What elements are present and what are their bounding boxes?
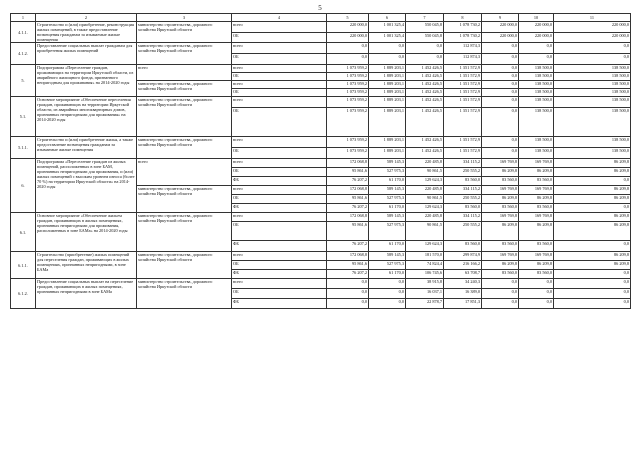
amount-cell: 589 145,3	[369, 159, 406, 168]
amount-cell: 0,0	[554, 177, 631, 186]
amount-cell: 83 560,0	[519, 177, 554, 186]
amount-cell: 0,0	[327, 43, 369, 54]
amount-cell: 61 170,0	[369, 177, 406, 186]
amount-cell: 34 240,3	[444, 279, 482, 289]
funding-source: ФБ	[232, 177, 327, 186]
amount-cell: 1 351 572,9	[444, 97, 482, 108]
amount-cell: 86 209,8	[554, 261, 631, 270]
item-name: Предоставление социальных выплат гражданам для приобретения жилых помещений	[36, 43, 137, 65]
funding-source: ФБ	[232, 270, 327, 279]
amount-cell: 1 452 426,5	[406, 81, 444, 89]
amount-cell: 0,0	[369, 43, 406, 54]
amount-cell: 138 500,0	[554, 108, 631, 137]
amount-cell: 86 209,8	[519, 195, 554, 204]
amount-cell: 1 351 572,9	[444, 137, 482, 148]
amount-cell: 138 500,0	[519, 148, 554, 159]
executor: министерство строительства, дорожного хозяйства Иркутской области	[137, 22, 232, 43]
amount-cell: 1 889 203,1	[369, 137, 406, 148]
item-code: 6.1.	[11, 213, 36, 252]
amount-cell: 83 560,0	[519, 270, 554, 279]
funding-source: ОБ	[232, 261, 327, 270]
funding-source: ОБ	[232, 54, 327, 65]
amount-cell: 1 073 959,2	[327, 89, 369, 97]
amount-cell: 250 555,2	[444, 195, 482, 204]
amount-cell: 220 000,0	[554, 32, 631, 43]
amount-cell: 1 889 203,1	[369, 108, 406, 137]
amount-cell: 169 769,8	[482, 186, 519, 195]
amount-cell: 220 000,0	[554, 22, 631, 33]
amount-cell: 138 500,0	[519, 89, 554, 97]
amount-cell: 0,0	[482, 289, 519, 299]
header-cell: 7	[406, 14, 444, 22]
amount-cell: 1 001 325,4	[369, 22, 406, 33]
amount-cell: 138 500,0	[519, 108, 554, 137]
amount-cell: 0,0	[369, 279, 406, 289]
funding-source: ФБ	[232, 204, 327, 213]
header-cell: 9	[482, 14, 519, 22]
budget-table	[10, 13, 631, 309]
amount-cell: 334 115,2	[444, 213, 482, 222]
amount-cell: 0,0	[554, 54, 631, 65]
funding-source: ОБ	[232, 289, 327, 299]
amount-cell: 76 207,2	[327, 177, 369, 186]
amount-cell: 1 001 325,4	[369, 32, 406, 43]
amount-cell: 0,0	[369, 289, 406, 299]
amount-cell: 90 861,5	[406, 222, 444, 241]
amount-cell: 1 452 426,5	[406, 148, 444, 159]
amount-cell: 169 769,8	[482, 213, 519, 222]
amount-cell: 172 068,8	[327, 159, 369, 168]
header-cell: 5	[327, 14, 369, 22]
amount-cell: 86 209,8	[554, 213, 631, 222]
amount-cell: 138 500,0	[519, 137, 554, 148]
amount-cell: 172 068,8	[327, 186, 369, 195]
executor: всего	[137, 159, 232, 186]
amount-cell: 169 769,8	[482, 252, 519, 261]
amount-cell: 138 500,0	[519, 81, 554, 89]
amount-cell: 589 145,3	[369, 252, 406, 261]
amount-cell: 0,0	[482, 65, 519, 73]
page-number: 5	[318, 4, 322, 12]
funding-source: всего	[232, 65, 327, 73]
amount-cell: 1 351 572,9	[444, 108, 482, 137]
amount-cell: 0,0	[327, 299, 369, 309]
funding-source: всего	[232, 97, 327, 108]
funding-source: всего	[232, 43, 327, 54]
funding-source: всего	[232, 252, 327, 261]
header-cell: 1	[11, 14, 36, 22]
item-code: 5.1.1.	[11, 137, 36, 159]
amount-cell: 83 560,0	[482, 204, 519, 213]
amount-cell: 220 000,0	[519, 22, 554, 33]
funding-source: всего	[232, 137, 327, 148]
amount-cell: 138 500,0	[554, 81, 631, 89]
amount-cell: 1 452 426,5	[406, 89, 444, 97]
funding-source: ОБ	[232, 222, 327, 241]
amount-cell: 90 861,5	[406, 168, 444, 177]
amount-cell: 83 560,0	[482, 270, 519, 279]
amount-cell: 86 209,8	[554, 252, 631, 261]
amount-cell: 129 624,3	[406, 177, 444, 186]
table-row	[11, 137, 631, 148]
amount-cell: 61 170,0	[369, 241, 406, 252]
amount-cell: 1 073 959,2	[327, 137, 369, 148]
executor: министерство строительства, дорожного хозяйства Иркутской области	[137, 186, 232, 213]
amount-cell: 220 000,0	[482, 22, 519, 33]
amount-cell: 334 115,2	[444, 159, 482, 168]
amount-cell: 83 560,0	[482, 177, 519, 186]
funding-source: всего	[232, 186, 327, 195]
amount-cell: 90 861,5	[406, 195, 444, 204]
amount-cell: 129 624,3	[406, 241, 444, 252]
amount-cell: 0,0	[554, 204, 631, 213]
funding-source: ОБ	[232, 32, 327, 43]
funding-source: всего	[232, 213, 327, 222]
amount-cell: 76 207,2	[327, 270, 369, 279]
executor: министерство строительства, дорожного хозяйства Иркутской области	[137, 43, 232, 65]
amount-cell: 86 209,8	[554, 222, 631, 241]
item-name: Строительство и (или) приобретение жилья, а также предоставление возмещения гражданам за изымаемые жилые помещения	[36, 137, 137, 159]
amount-cell: 220 485,8	[406, 159, 444, 168]
amount-cell: 86 209,8	[554, 168, 631, 177]
amount-cell: 1 889 203,1	[369, 97, 406, 108]
table-row	[11, 252, 631, 261]
amount-cell: 181 570,0	[406, 252, 444, 261]
amount-cell: 1 073 959,2	[327, 65, 369, 73]
executor: министерство строительства, дорожного хозяйства Иркутской области	[137, 213, 232, 252]
amount-cell: 83 560,0	[444, 204, 482, 213]
funding-source: ОБ	[232, 195, 327, 204]
amount-cell: 22 878,7	[406, 299, 444, 309]
amount-cell: 169 769,8	[519, 252, 554, 261]
amount-cell: 1 889 203,1	[369, 65, 406, 73]
item-code: 5.	[11, 65, 36, 97]
amount-cell: 0,0	[554, 279, 631, 289]
amount-cell: 589 145,3	[369, 213, 406, 222]
executor: министерство строительства, дорожного хозяйства Иркутской области	[137, 81, 232, 97]
item-name: Строительство (приобретение) жилых помещений для переселения граждан, проживающих в жилых помещениях, признанных непригодными, в зоне БАМа	[36, 252, 137, 279]
amount-cell: 0,0	[369, 54, 406, 65]
amount-cell: 0,0	[482, 137, 519, 148]
amount-cell: 106 745,6	[406, 270, 444, 279]
amount-cell: 86 209,8	[482, 261, 519, 270]
amount-cell: 138 500,0	[554, 89, 631, 97]
amount-cell: 0,0	[406, 54, 444, 65]
amount-cell: 1 452 426,5	[406, 97, 444, 108]
amount-cell: 220 000,0	[519, 32, 554, 43]
amount-cell: 216 166,2	[444, 261, 482, 270]
amount-cell: 1 078 730,2	[444, 22, 482, 33]
amount-cell: 86 209,8	[482, 168, 519, 177]
amount-cell: 0,0	[327, 279, 369, 289]
amount-cell: 1 078 730,2	[444, 32, 482, 43]
amount-cell: 86 209,8	[554, 159, 631, 168]
executor: министерство строительства, дорожного хозяйства Иркутской области	[137, 252, 232, 279]
funding-source: ФБ	[232, 299, 327, 309]
amount-cell: 0,0	[327, 289, 369, 299]
amount-cell: 138 500,0	[554, 148, 631, 159]
table-row	[11, 43, 631, 54]
item-code: 4.1.2.	[11, 43, 36, 65]
amount-cell: 220 000,0	[327, 22, 369, 33]
funding-source: ОБ	[232, 168, 327, 177]
amount-cell: 250 555,2	[444, 222, 482, 241]
amount-cell: 0,0	[554, 289, 631, 299]
amount-cell: 86 209,8	[519, 222, 554, 241]
amount-cell: 95 861,6	[327, 168, 369, 177]
amount-cell: 83 560,0	[444, 177, 482, 186]
item-name: Предоставление социальных выплат на переселение граждан, проживающих в жилых помещениях, признанных непригодными в зоне БАМа	[36, 279, 137, 309]
amount-cell: 1 351 572,9	[444, 148, 482, 159]
amount-cell: 86 209,8	[482, 222, 519, 241]
header-cell: 8	[444, 14, 482, 22]
amount-cell: 76 207,2	[327, 241, 369, 252]
amount-cell: 1 452 426,5	[406, 73, 444, 81]
amount-cell: 1 351 572,9	[444, 65, 482, 73]
amount-cell: 138 500,0	[554, 97, 631, 108]
amount-cell: 0,0	[519, 43, 554, 54]
item-code: 4.1.1.	[11, 22, 36, 43]
amount-cell: 0,0	[369, 299, 406, 309]
item-name: Строительство и (или) приобретение, реконструкция жилых помещений, в также предоставление возмещения гражданам за изымаемые жилые помещения	[36, 22, 137, 43]
funding-source: всего	[232, 279, 327, 289]
funding-source: всего	[232, 159, 327, 168]
item-name: Основное мероприятие «Обеспечение жильем граждан, проживающих в жилых помещениях, признанных непригодными для проживания, расположенных в зоне БАМа» на 2014-2020 годы	[36, 213, 137, 252]
header-cell: 2	[36, 14, 137, 22]
amount-cell: 86 209,8	[554, 186, 631, 195]
amount-cell: 1 351 572,9	[444, 81, 482, 89]
amount-cell: 169 769,8	[519, 213, 554, 222]
amount-cell: 1 073 959,2	[327, 97, 369, 108]
funding-source: ОБ	[232, 89, 327, 97]
amount-cell: 0,0	[519, 289, 554, 299]
amount-cell: 299 874,9	[444, 252, 482, 261]
amount-cell: 38 915,8	[406, 279, 444, 289]
item-code: 6.	[11, 159, 36, 213]
amount-cell: 250 555,2	[444, 168, 482, 177]
funding-source: ОБ	[232, 108, 327, 137]
amount-cell: 169 769,8	[519, 159, 554, 168]
amount-cell: 1 073 959,2	[327, 81, 369, 89]
amount-cell: 550 045,8	[406, 22, 444, 33]
item-name: Основное мероприятие «Обеспечение переселения граждан, проживающих на территории Иркутской области, из аварийных многоквартирных домов, признанных непригодными для проживания» на 2014-2020 годы	[36, 97, 137, 137]
amount-cell: 0,0	[482, 299, 519, 309]
amount-cell: 1 889 203,1	[369, 89, 406, 97]
amount-cell: 86 209,8	[554, 195, 631, 204]
amount-cell: 527 975,3	[369, 261, 406, 270]
amount-cell: 0,0	[554, 270, 631, 279]
amount-cell: 76 207,2	[327, 204, 369, 213]
amount-cell: 1 073 959,2	[327, 148, 369, 159]
amount-cell: 86 209,8	[519, 168, 554, 177]
amount-cell: 334 115,2	[444, 186, 482, 195]
amount-cell: 138 500,0	[554, 65, 631, 73]
amount-cell: 0,0	[482, 108, 519, 137]
amount-cell: 0,0	[482, 89, 519, 97]
amount-cell: 61 170,0	[369, 204, 406, 213]
amount-cell: 169 769,8	[519, 186, 554, 195]
amount-cell: 138 500,0	[519, 97, 554, 108]
amount-cell: 1 889 203,1	[369, 73, 406, 81]
amount-cell: 83 560,0	[519, 204, 554, 213]
amount-cell: 95 861,6	[327, 222, 369, 241]
amount-cell: 138 500,0	[519, 65, 554, 73]
amount-cell: 169 769,8	[482, 159, 519, 168]
amount-cell: 16 389,0	[444, 289, 482, 299]
item-code: 5.1.	[11, 97, 36, 137]
funding-source: ОБ	[232, 73, 327, 81]
amount-cell: 86 209,8	[482, 195, 519, 204]
header-cell: 6	[369, 14, 406, 22]
amount-cell: 0,0	[482, 54, 519, 65]
amount-cell: 17 851,3	[444, 299, 482, 309]
table-row	[11, 213, 631, 222]
funding-source: ОБ	[232, 148, 327, 159]
amount-cell: 220 485,8	[406, 186, 444, 195]
amount-cell: 0,0	[519, 279, 554, 289]
header-cell: 11	[554, 14, 631, 22]
amount-cell: 220 000,0	[327, 32, 369, 43]
amount-cell: 550 045,8	[406, 32, 444, 43]
amount-cell: 0,0	[406, 43, 444, 54]
amount-cell: 527 975,3	[369, 168, 406, 177]
header-row	[11, 14, 631, 22]
executor: министерство строительства, дорожного хозяйства Иркутской области	[137, 279, 232, 309]
amount-cell: 1 452 426,5	[406, 65, 444, 73]
amount-cell: 83 560,0	[444, 241, 482, 252]
amount-cell: 1 452 426,5	[406, 137, 444, 148]
amount-cell: 1 889 203,1	[369, 81, 406, 89]
amount-cell: 0,0	[482, 43, 519, 54]
item-name: Подпрограмма «Переселение граждан, проживающих на территории Иркутской области, из аварийного жилищного фонда, признанного непригодным для проживания» на 2014-2020 годы	[36, 65, 137, 97]
amount-cell: 172 068,8	[327, 213, 369, 222]
item-code: 6.1.1.	[11, 252, 36, 279]
amount-cell: 589 145,3	[369, 186, 406, 195]
executor: всего	[137, 65, 232, 81]
amount-cell: 112 874,3	[444, 54, 482, 65]
funding-source: всего	[232, 22, 327, 33]
amount-cell: 1 351 572,9	[444, 73, 482, 81]
amount-cell: 0,0	[482, 73, 519, 81]
header-cell: 4	[232, 14, 327, 22]
amount-cell: 1 073 959,2	[327, 73, 369, 81]
amount-cell: 172 068,8	[327, 252, 369, 261]
amount-cell: 527 975,3	[369, 222, 406, 241]
amount-cell: 138 500,0	[519, 73, 554, 81]
amount-cell: 86 209,8	[519, 261, 554, 270]
amount-cell: 0,0	[519, 299, 554, 309]
amount-cell: 16 037,1	[406, 289, 444, 299]
table-row	[11, 279, 631, 289]
amount-cell: 129 624,3	[406, 204, 444, 213]
amount-cell: 95 861,6	[327, 195, 369, 204]
table-row	[11, 22, 631, 33]
executor: министерство строительства, дорожного хозяйства Иркутской области	[137, 137, 232, 159]
item-code: 6.1.2.	[11, 279, 36, 309]
funding-source: ФБ	[232, 241, 327, 252]
table-row	[11, 97, 631, 108]
amount-cell: 527 975,3	[369, 195, 406, 204]
amount-cell: 0,0	[482, 279, 519, 289]
amount-cell: 95 861,6	[327, 261, 369, 270]
amount-cell: 0,0	[519, 54, 554, 65]
amount-cell: 0,0	[482, 97, 519, 108]
header-cell: 10	[519, 14, 554, 22]
amount-cell: 83 560,0	[482, 241, 519, 252]
amount-cell: 112 874,3	[444, 43, 482, 54]
amount-cell: 0,0	[482, 81, 519, 89]
amount-cell: 1 073 959,2	[327, 108, 369, 137]
amount-cell: 74 824,4	[406, 261, 444, 270]
amount-cell: 138 500,0	[554, 137, 631, 148]
amount-cell: 1 889 203,1	[369, 148, 406, 159]
executor: министерство строительства, дорожного хозяйства Иркутской области	[137, 97, 232, 137]
amount-cell: 61 170,0	[369, 270, 406, 279]
amount-cell: 1 452 426,5	[406, 108, 444, 137]
amount-cell: 220 000,0	[482, 32, 519, 43]
table-row	[11, 159, 631, 168]
amount-cell: 220 485,8	[406, 213, 444, 222]
table-row	[11, 65, 631, 73]
item-name: Подпрограмма «Переселение граждан из жилых помещений, расположенных в зоне БАМ, признанных непригодными для проживания, и (или) жилых помещений с высоким уровнем износа (более 70 %) на территории Иркутской области» на 2014-2020 годы	[36, 159, 137, 213]
header-cell: 3	[137, 14, 232, 22]
amount-cell: 1 351 572,9	[444, 89, 482, 97]
amount-cell: 0,0	[554, 43, 631, 54]
amount-cell: 0,0	[554, 241, 631, 252]
amount-cell: 0,0	[327, 54, 369, 65]
amount-cell: 0,0	[554, 299, 631, 309]
amount-cell: 63 708,7	[444, 270, 482, 279]
amount-cell: 138 500,0	[554, 73, 631, 81]
funding-source: всего	[232, 81, 327, 89]
amount-cell: 0,0	[482, 148, 519, 159]
amount-cell: 83 560,0	[519, 241, 554, 252]
